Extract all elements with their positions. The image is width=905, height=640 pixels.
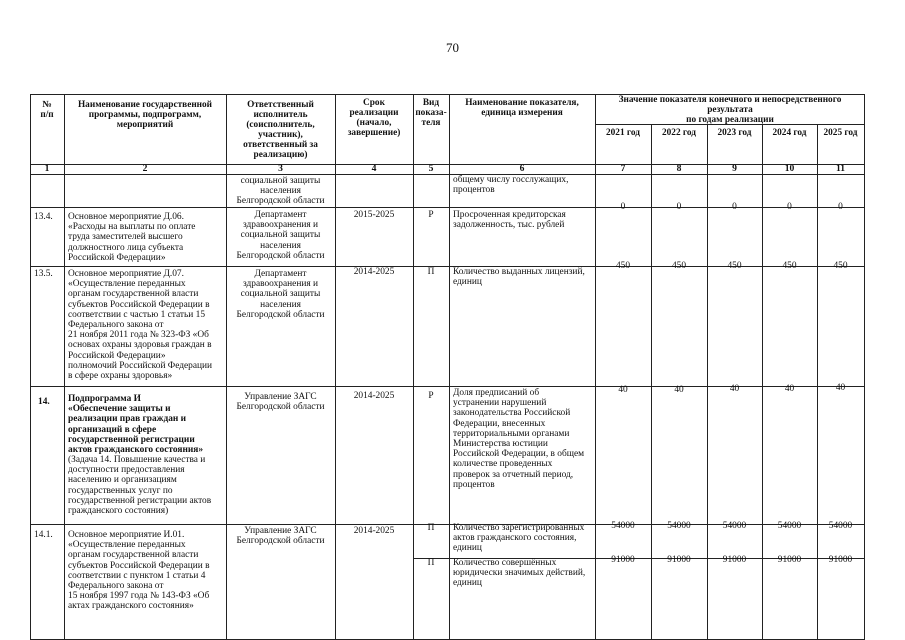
grid-line [864, 94, 865, 640]
row-value: 91000 [777, 555, 802, 565]
row-number: 14.1. [34, 530, 53, 540]
row-name: Основное мероприятие Д.07. «Осуществление переданных органам государственной власти субъектов Российской Федерации в соответствии с частью 1 статьи 15 Федерального закона от 21 ноября 2011 года № 323-ФЗ «Об основах охраны здоровья граждан в Российской Федерации» полномочий Российской Федерации в сфере охраны здоровья» [68, 269, 213, 382]
row-value: 450 [782, 261, 797, 271]
column-number: 7 [620, 163, 626, 174]
row-responsible: Управление ЗАГС Белгородской области [236, 526, 325, 547]
column-number: 10 [784, 163, 795, 174]
header-year: 2022 год [662, 128, 696, 138]
row-value: 0 [732, 202, 737, 212]
header-col-responsible: Ответственный исполнитель (соисполнитель, участник), ответственный за реализацию) [243, 100, 318, 160]
column-number: 2 [142, 163, 148, 174]
row-name: Основное мероприятие Д.06. «Расходы на выплаты по оплате труда заместителей высшего должностного лица субъекта Российской Федерации» [68, 212, 196, 263]
header-year: 2024 год [772, 128, 807, 138]
column-number: 8 [676, 163, 682, 174]
column-number: 5 [428, 163, 434, 174]
row-value: 54000 [611, 521, 635, 531]
column-number: 9 [732, 163, 737, 174]
page-number: 70 [446, 40, 459, 55]
row-responsible: социальной защиты населения Белгородской области [236, 176, 325, 207]
row-indicator: общему числу госслужащих, процентов [453, 175, 569, 196]
row-value: 40 [674, 385, 684, 395]
row-indicator: Доля предписаний об устранении нарушений законодательства Российской Федерации, внесенных территориальными органами Министерства юстиции Российской Федерации, в общем количестве проведенных проверок за отчетный период, процентов [453, 388, 585, 490]
row-value: 91000 [722, 555, 747, 565]
row-value: 450 [833, 261, 848, 271]
row-value: 0 [620, 202, 626, 212]
column-number: 6 [519, 163, 525, 174]
row-value: 54000 [722, 521, 747, 531]
row-type: Р [428, 391, 434, 401]
row-type: П [427, 267, 435, 277]
header-col-name: Наименование государственной программы, подпрограмм, мероприятий [77, 100, 213, 130]
row-type: П [427, 558, 435, 568]
column-number: 11 [835, 163, 846, 174]
row-value: 54000 [777, 521, 802, 531]
grid-line [30, 94, 31, 640]
row-value: 0 [676, 202, 682, 212]
row-value: 91000 [828, 555, 853, 565]
row-value: 450 [615, 261, 631, 271]
row-responsible: Департамент здравоохранения и социальной защиты населения Белгородской области [236, 269, 325, 320]
row-value: 54000 [828, 521, 853, 531]
row-name: (Задача 14. Повышение качества и доступности предоставления населению и организациям государственных услуг по государственной регистрации актов гражданского состояния) [68, 455, 212, 517]
row-value: 450 [671, 261, 687, 271]
column-number: 1 [44, 163, 50, 174]
row-indicator: Количество совершённых юридически значимых действий, единиц [453, 558, 586, 589]
header-col-term: Срок реализации (начало, завершение) [347, 98, 401, 138]
header-col-indicator: Наименование показателя, единица измерения [465, 98, 579, 118]
row-number: 13.4. [34, 212, 53, 222]
row-value: 40 [618, 385, 628, 395]
row-value: 40 [729, 384, 740, 394]
header-year: 2025 год [823, 128, 858, 138]
row-responsible: Управление ЗАГС Белгородской области [236, 392, 325, 413]
row-number: 14. [38, 397, 50, 407]
row-value: 40 [784, 384, 795, 394]
row-term: 2015-2025 [353, 210, 395, 220]
row-value: 450 [727, 261, 742, 271]
row-responsible: Департамент здравоохранения и социальной защиты населения Белгородской области [236, 210, 325, 261]
program-table [30, 94, 865, 640]
row-term: 2014-2025 [353, 526, 395, 536]
header-year: 2021 год [606, 128, 640, 138]
row-value: 91000 [667, 555, 691, 565]
grid-line [449, 94, 450, 640]
column-number: 4 [371, 163, 377, 174]
header-col-values: Значение показателя конечного и непосредственного результата по годам реализации [618, 95, 842, 125]
row-term: 2014-2025 [353, 267, 395, 277]
row-indicator: Количество выданных лицензий, единиц [453, 267, 585, 288]
row-value: 54000 [667, 521, 691, 531]
grid-line [64, 94, 65, 640]
row-type: П [427, 523, 435, 533]
grid-line [335, 94, 336, 640]
row-indicator: Просроченная кредиторская задолженность, тыс. рублей [453, 210, 566, 231]
row-value: 91000 [611, 555, 635, 565]
subprogram-title: Подпрограмма И «Обеспечение защиты и реализации прав граждан и организаций в сфере государственной регистрации актов гражданского состояния» [68, 394, 204, 456]
row-value: 0 [838, 202, 843, 212]
row-term: 2014-2025 [353, 391, 395, 401]
header-col-no: № п/п [40, 100, 54, 120]
row-number: 13.5. [34, 269, 53, 279]
row-type: Р [428, 210, 434, 220]
row-value: 0 [787, 202, 792, 212]
column-number: 3 [278, 163, 283, 174]
row-value: 40 [835, 383, 846, 393]
header-col-type: Вид показа- теля [415, 98, 447, 128]
row-name: Основное мероприятие И.01. «Осуществление переданных органам государственной власти субъектов Российской Федерации в соответствии с пунктом 1 статьи 4 Федерального закона от 15 ноября 1997 года № 143-ФЗ «Об актах гражданского состояния» [68, 530, 210, 612]
header-year: 2023 год [717, 128, 752, 138]
row-indicator: Количество зарегистрированных актов гражданского состояния, единиц [453, 523, 585, 554]
